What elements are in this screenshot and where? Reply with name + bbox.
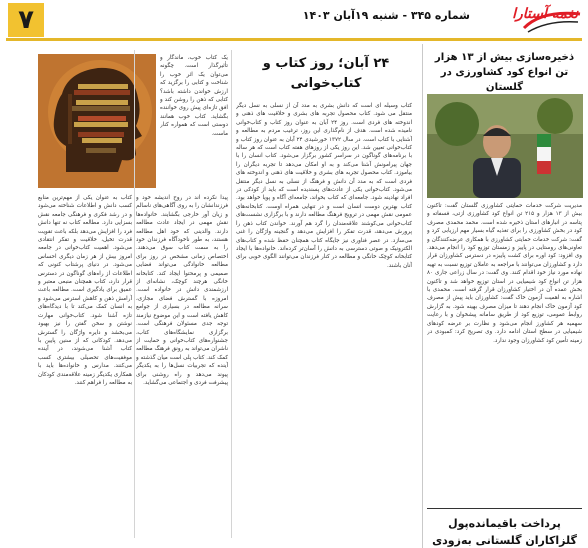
column-rule bbox=[134, 50, 135, 538]
logo-text: نغمه آستارا bbox=[512, 6, 578, 22]
column-rule bbox=[231, 50, 232, 538]
news-headline: ذخیره‌سازی بیش از ۱۳ هزار تن انواع کود کشاورزی در گلستان bbox=[434, 52, 575, 93]
bottom-headline: پرداخت‌ باقیمانده‌پول گلزاکاران گلستانی به‌زودی bbox=[432, 517, 577, 547]
issue-line: شماره ۳۴۵ - شنبه ۱۹آبان ۱۴۰۳ bbox=[302, 9, 470, 22]
side-text: یک کتاب خوب، ماندگار و تأثیرگذار است. چگونه می‌توان یک اثر خوب را شناخت و کتابی را برگزید که ارزش خواندن داشته باشد؟ کتابی که ذهن را روشن کند و افق تازه‌ای پیش روی خواننده بگشاید. کتاب خوب همانند دوستی است که همواره کنار ماست. bbox=[160, 55, 228, 137]
feature-column bbox=[232, 44, 418, 548]
feature-headline: ۲۴ آبان؛ روز کتاب و کتاب‌خوانی bbox=[262, 56, 390, 91]
page-number: ۷ bbox=[8, 3, 44, 37]
head-of-books-icon bbox=[38, 54, 156, 188]
news-photo bbox=[427, 94, 583, 198]
article-area bbox=[34, 44, 230, 548]
news-column bbox=[422, 44, 588, 548]
news-body: مدیریت شرکت خدمات حمایتی کشاورزی گلستان گفت: تاکنون بیش از ۱۳ هزار و ۲۱۵ تن انواع کود کشاورزی ازتی، فسفاته و پتاسه در انبارهای استان ذخیره شده است. محمد محمدی مصرف کود در بخش کشاورزی را برای تغذیه گیاه بسیار مهم ارزیابی کرد و گفت: شرکت خدمات حمایتی کشاورزی با همکاری عرضه‌کنندگان و تعاونی‌های روستایی در پاییز و زمستان توزیع کود را انجام می‌دهد. وی افزود: کود اوره برای کشت پاییزه در دسترس کشاورزان قرار دارد و کشاورزان می‌توانند با مراجعه به عاملان توزیع نسبت به تهیه نهاده مورد نیاز خود اقدام کنند. وی گفت: در سال زراعی جاری ۸۰ هزار تن انواع کود شیمیایی در استان توزیع خواهد شد و تاکنون بخش عمده آن در اختیار کشاورزان قرار گرفته است. محمدی با اشاره به اهمیت آزمون خاک گفت: کشاورزان باید پیش از مصرف کود آزمون خاک انجام دهند تا میزان مصرف بهینه شود. به گزارش روابط عمومی، توزیع کود از طریق سامانه پیشخوان و با رعایت سهمیه هر کشاورز انجام می‌شود و نظارت بر عرضه کودهای شیمیایی در سطح استان ادامه دارد. وی تصریح کرد: کمبودی در زمینه تأمین کود کشاورزان وجود ندارد. bbox=[427, 203, 582, 344]
feature-body: کتاب وسیله ای است که دانش بشری به مدد آن از نسلی به نسل دیگر منتقل می شود. کتاب محصول تجربه های بشری و خلاقیت های ذهنی و اندوخته های فردی است. روز ۲۴ آبان به عنوان روز کتاب و کتاب‌خوانی نامیده شده است. هدف از نام‌گذاری این روز، ترغیب مردم به مطالعه و آشنایی با کتاب است. در سال ۱۳۷۲ خورشیدی ۲۴ آبان به عنوان روز کتاب و کتاب‌خوانی تعیین شد. این روز یکی از روزهای هفته کتاب است که هر ساله با برنامه‌های گوناگون در سراسر کشور برگزار می‌شود. کتاب انسان را با جهان پیرامونش آشنا می‌کند و به او امکان می‌دهد تا تجربه دیگران را بیاموزد. کتاب محصول تجربه های بشری و خلاقیت های ذهنی و اندوخته های فردی است که به مدد آن دانش و فرهنگ از نسلی به نسل دیگر منتقل می‌شود. کتاب‌خوانی یکی از عادت‌های پسندیده است که باید از کودکی در افراد نهادینه شود. جامعه‌ای که کتاب بخواند، جامعه‌ای آگاه و پویا خواهد بود. کتاب بهترین دوست انسان است و در تنهایی همراه اوست. کتابخانه‌های عمومی نقش مهمی در ترویج فرهنگ مطالعه دارند و با برگزاری نشست‌های کتاب‌خوانی می‌کوشند علاقه‌مندان را گرد هم آورند. خواندن کتاب ذهن را پرورش می‌دهد، قدرت تفکر را افزایش می‌دهد و گنجینه واژگان را غنی می‌سازد. در عصر فناوری نیز جایگاه کتاب همچنان حفظ شده و کتاب‌های الکترونیک و صوتی دسترسی به دانش را آسان‌تر کرده‌اند. خانواده‌ها با ایجاد کتابخانه کوچک خانگی و مطالعه در کنار فرزندان می‌توانند الگوی خوبی برای آنان باشند. bbox=[236, 103, 412, 269]
header-rule bbox=[6, 38, 582, 41]
column-divider bbox=[427, 508, 582, 509]
article-body-left: کتاب به عنوان یکی از مهم‌ترین منابع کسب دانش و اطلاعات شناخته می‌شود و در رشد فکری و فرهنگی جامعه نقش بسزایی دارد. مطالعه کتاب نه تنها دانش فرد را افزایش می‌دهد بلکه باعث تقویت قدرت تخیل، خلاقیت و تفکر انتقادی می‌شود. اهمیت کتاب‌خوانی در جامعه امروز بیش از هر زمان دیگری احساس می‌شود. در دنیای پرشتاب کنونی که اطلاعات از راه‌های گوناگون در دسترس قرار دارد، کتاب همچنان منبعی معتبر و عمیق برای یادگیری است. مطالعه باعث آرامش ذهن و کاهش استرس می‌شود و به انسان کمک می‌کند تا با دیدگاه‌های تازه آشنا شود. کتاب‌خوانی مهارت نوشتن و سخن گفتن را نیز بهبود می‌بخشد و دایره واژگان را گسترش می‌دهد. کودکانی که از سنین پایین با کتاب آشنا می‌شوند، در آینده موفقیت‌های تحصیلی بیشتری کسب می‌کنند. مدارس و خانواده‌ها باید با همکاری یکدیگر زمینه علاقه‌مندی کودکان به مطالعه را فراهم کنند. bbox=[38, 195, 132, 386]
book-head-illustration bbox=[38, 54, 156, 188]
page-header bbox=[0, 0, 588, 44]
official-portrait-illustration bbox=[427, 94, 583, 198]
article-body-right: پیدا نکرده اند در روح اندیشه خود و فرزندانشان را به روی آگاهی‌های ناسالم و زیان آور خارجی بگشایند. خانواده‌ها نقش مهمی در ایجاد عادت مطالعه دارند. والدینی که خود اهل مطالعه هستند، به طور ناخودآگاه فرزندان خود را به سمت کتاب سوق می‌دهند. اختصاص زمانی مشخص در روز برای مطالعه خانوادگی می‌تواند فضایی صمیمی و پرمحتوا ایجاد کند. کتابخانه خانگی هرچند کوچک، نشانه‌ای از ارزشمندی دانش در خانواده است. امروزه با گسترش فضای مجازی، سرانه مطالعه در بسیاری از جوامع کاهش یافته است و این موضوع نیازمند توجه جدی مسئولان فرهنگی است. برگزاری نمایشگاه‌های کتاب، جشنواره‌های کتاب‌خوانی و حمایت از ناشران می‌تواند به رونق فرهنگ مطالعه کمک کند. کتاب پلی است میان گذشته و آینده که تجربیات نسل‌ها را به یکدیگر پیوند می‌دهد و راه روشنی برای پیشرفت فردی و اجتماعی می‌گشاید. bbox=[136, 195, 228, 386]
